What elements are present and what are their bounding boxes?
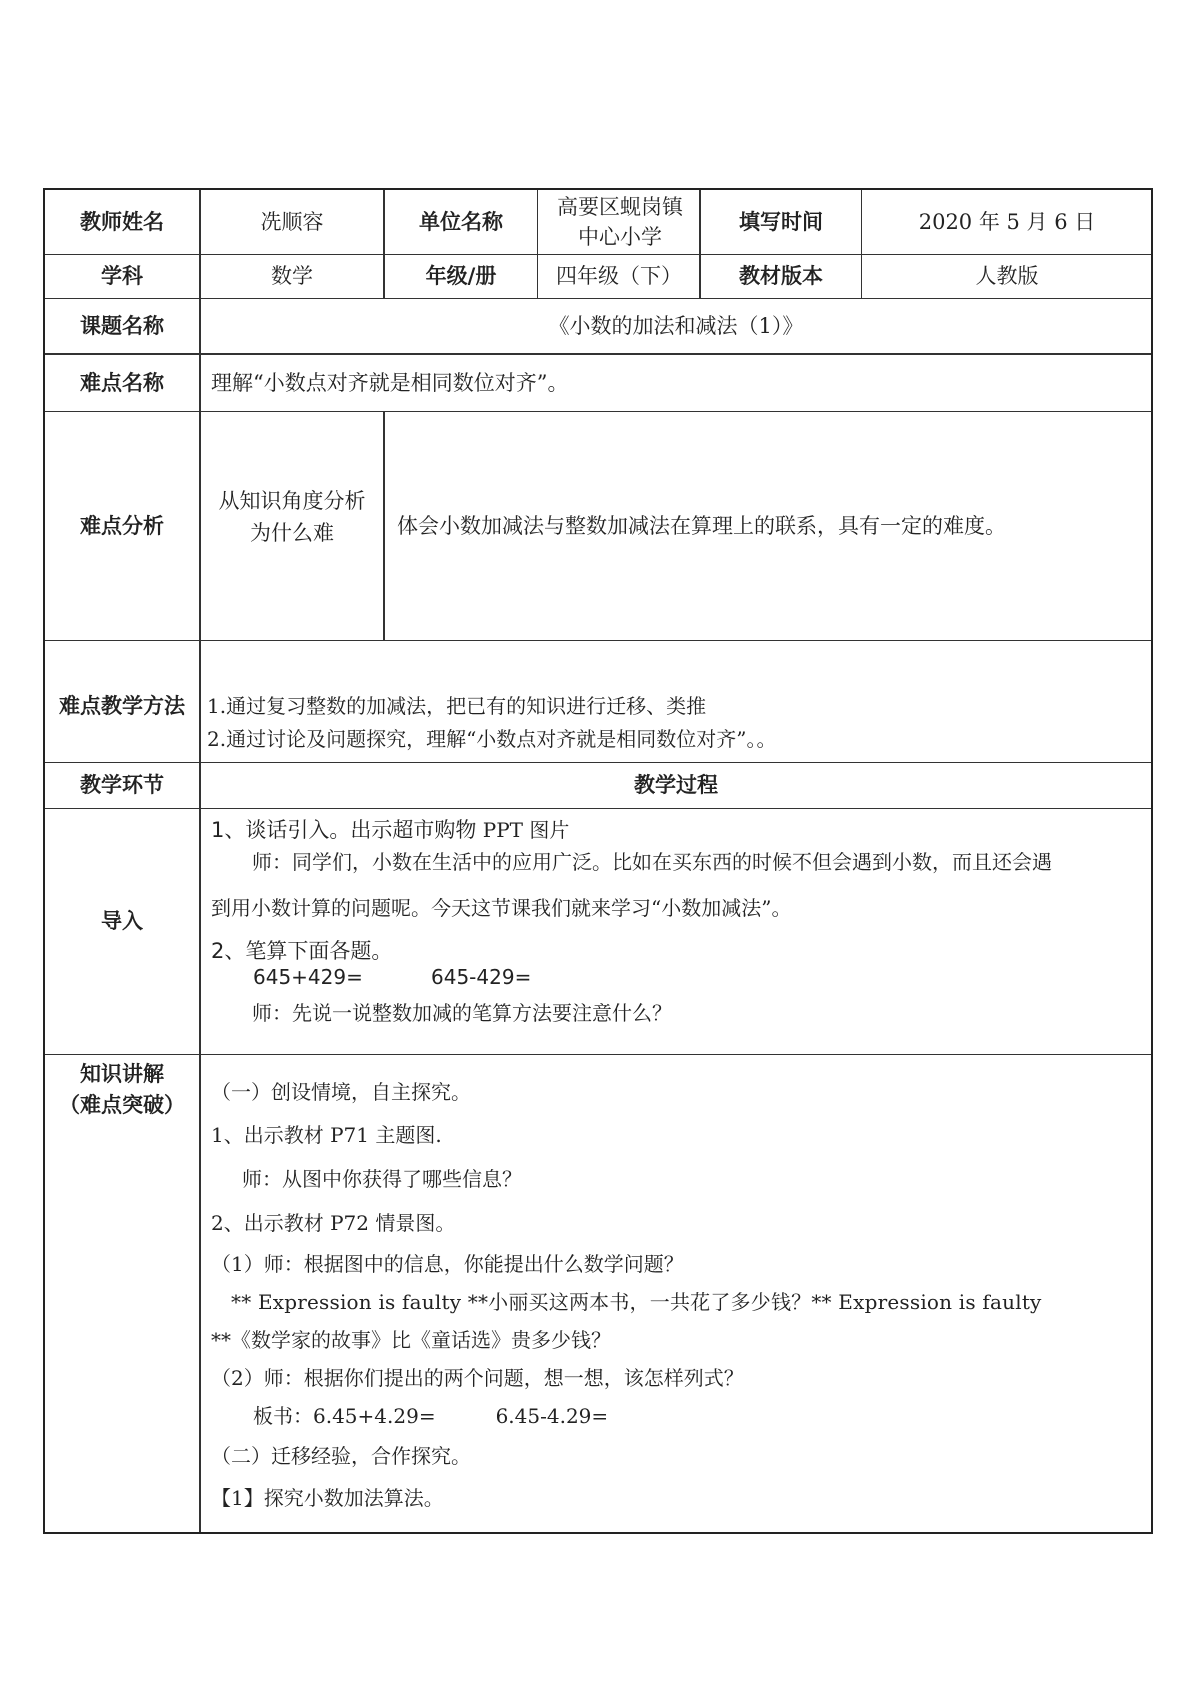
knowledge-line: 师：从图中你获得了哪些信息？	[242, 1167, 522, 1191]
teacher-name-label: 教师姓名	[80, 209, 164, 234]
intro-step1-title-suffix: PPT 图片	[482, 818, 570, 842]
analysis-label: 难点分析	[80, 513, 164, 538]
row-divider	[45, 808, 1151, 809]
column-divider	[383, 411, 385, 640]
grade-label: 年级/册	[425, 264, 497, 288]
method-line-2: 2.通过讨论及问题探究，理解“小数点对齐就是相同数位对齐”。。	[207, 727, 777, 751]
difficulty-label: 难点名称	[80, 370, 164, 395]
lesson-plan-table	[43, 188, 1153, 1534]
knowledge-label-line1: 知识讲解	[80, 1061, 164, 1086]
row-divider	[45, 1054, 1151, 1055]
analysis-sub-label: 从知识角度分析为什么难	[218, 489, 366, 545]
knowledge-line: （二）迁移经验，合作探究。	[211, 1444, 471, 1468]
edition-label: 教材版本	[739, 264, 823, 288]
topic-value: 《小数的加法和减法（1）》	[548, 313, 804, 338]
knowledge-line: （一）创设情境，自主探究。	[211, 1080, 471, 1104]
method-label: 难点教学方法	[59, 694, 185, 718]
intro-step1-title: 1、谈话引入。出示超市购物	[211, 818, 477, 842]
row-divider	[45, 640, 1151, 641]
knowledge-line: （1）师：根据图中的信息，你能提出什么数学问题？	[211, 1252, 684, 1276]
knowledge-line: 2、出示教材 P72 情景图。	[211, 1211, 456, 1235]
intro-step2-text: 师：先说一说整数加减的笔算方法要注意什么？	[252, 1001, 672, 1025]
edition-value: 人教版	[975, 264, 1039, 288]
column-divider	[861, 190, 862, 298]
intro-step1-text-b: 到用小数计算的问题呢。今天这节课我们就来学习“小数加减法”。	[211, 896, 792, 920]
unit-name-label: 单位名称	[419, 209, 503, 234]
analysis-value: 体会小数加减法与整数加减法在算理上的联系，具有一定的难度。	[397, 513, 1006, 538]
topic-label: 课题名称	[80, 313, 164, 338]
fill-time-label: 填写时间	[739, 209, 823, 234]
knowledge-line: 1、出示教材 P71 主题图.	[211, 1123, 442, 1147]
process-header: 教学过程	[634, 773, 718, 797]
intro-step2-title: 2、笔算下面各题。	[211, 939, 393, 963]
knowledge-line: ** Expression is faulty **小丽买这两本书，一共花了多少钱？** Expression is faulty	[231, 1290, 1042, 1314]
subject-label: 学科	[101, 264, 143, 288]
column-divider	[537, 190, 538, 298]
unit-name-value: 高要区蚬岗镇中心小学	[557, 195, 683, 249]
intro-expr-1: 645+429=	[253, 965, 363, 989]
knowledge-line: 板书：6.45+4.29= 6.45-4.29=	[253, 1404, 609, 1428]
intro-expr-2: 645-429=	[431, 965, 532, 989]
process-stage-label: 教学环节	[80, 773, 164, 797]
label-column-divider	[199, 190, 201, 1532]
subject-value: 数学	[271, 264, 313, 288]
knowledge-label-line2: （难点突破）	[59, 1092, 185, 1117]
difficulty-value: 理解“小数点对齐就是相同数位对齐”。	[211, 370, 569, 395]
intro-label: 导入	[101, 909, 143, 933]
knowledge-line: （2）师：根据你们提出的两个问题，想一想，该怎样列式？	[211, 1366, 744, 1390]
knowledge-line: **《数学家的故事》比《童话选》贵多少钱？	[211, 1328, 611, 1352]
fill-time-value: 2020 年 5 月 6 日	[918, 209, 1096, 234]
teacher-name-value: 冼顺容	[260, 209, 324, 234]
grade-value: 四年级（下）	[556, 264, 682, 288]
intro-step1-text-a: 师：同学们，小数在生活中的应用广泛。比如在买东西的时候不但会遇到小数，而且还会遇	[252, 850, 1052, 874]
method-line-1: 1.通过复习整数的加减法，把已有的知识进行迁移、类推	[207, 694, 707, 718]
knowledge-line: 【1】探究小数加法算法。	[211, 1486, 444, 1510]
